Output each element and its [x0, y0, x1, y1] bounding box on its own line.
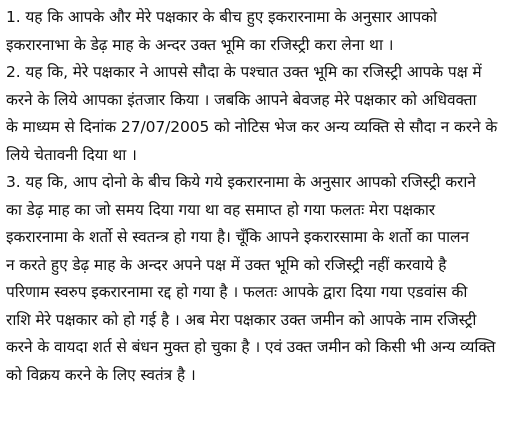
text-line-8: का डेढ़ माह का जो समय दिया गया था वह समाप्त हो गया फलतः मेरा पक्षकार [6, 200, 436, 219]
text-line-5: के माध्यम से दिनांक 27/07/2005 को नोटिस भेज कर अन्य व्यक्ति से सौदा न करने के [6, 118, 498, 136]
text-line-12: राशि मेरे पक्षकार को हो गई है । अब मेरा पक्षकार उक्त जमीन को आपके नाम रजिस्ट्री [6, 310, 477, 329]
text-line-7: 3. यह कि, आप दोनो के बीच किये गये इकरारनामा के अनुसार आपको रजिस्ट्री कराने [6, 173, 476, 191]
text-line-3: 2. यह कि, मेरे पक्षकार ने आपसे सौदा के पश्चात उक्त भूमि का रजिस्ट्री आपके पक्ष में [6, 63, 482, 81]
text-line-6: लिये चेतावनी दिया था । [6, 145, 137, 164]
text-line-9: इकरारनामा के शर्तो से स्वतन्त्र हो गया है। चूँकि आपने इकरारसामा के शर्तो का पालन [6, 228, 469, 246]
text-line-1: 1. यह कि आपके और मेरे पक्षकार के बीच हुए इकरारनामा के अनुसार आपको [6, 8, 437, 26]
text-line-10: न करते हुए डेढ़ माह के अन्दर अपने पक्ष में उक्त भूमि को रजिस्ट्री नहीं करवाये है [6, 255, 447, 274]
text-line-2: इकरारनाभा के डेढ़ माह के अन्दर उक्त भूमि का रजिस्ट्री करा लेना था । [6, 35, 394, 54]
text-line-4: करने के लिये आपका इंतजार किया । जबकि आपने बेवजह मेरे पक्षकार को अधिवक्ता [6, 90, 477, 109]
text-line-14: को विक्रय करने के लिए स्वतंत्र है । [6, 365, 196, 384]
text-line-11: परिणाम स्वरुप इकरारनामा रद्द हो गया है । फलतः आपके द्वारा दिया गया एडवांस की [6, 283, 468, 301]
text-line-13: करने के वायदा शर्त से बंधन मुक्त हो चुका है । एवं उक्त जमीन को किसी भी अन्य व्यक्ति [6, 338, 496, 356]
